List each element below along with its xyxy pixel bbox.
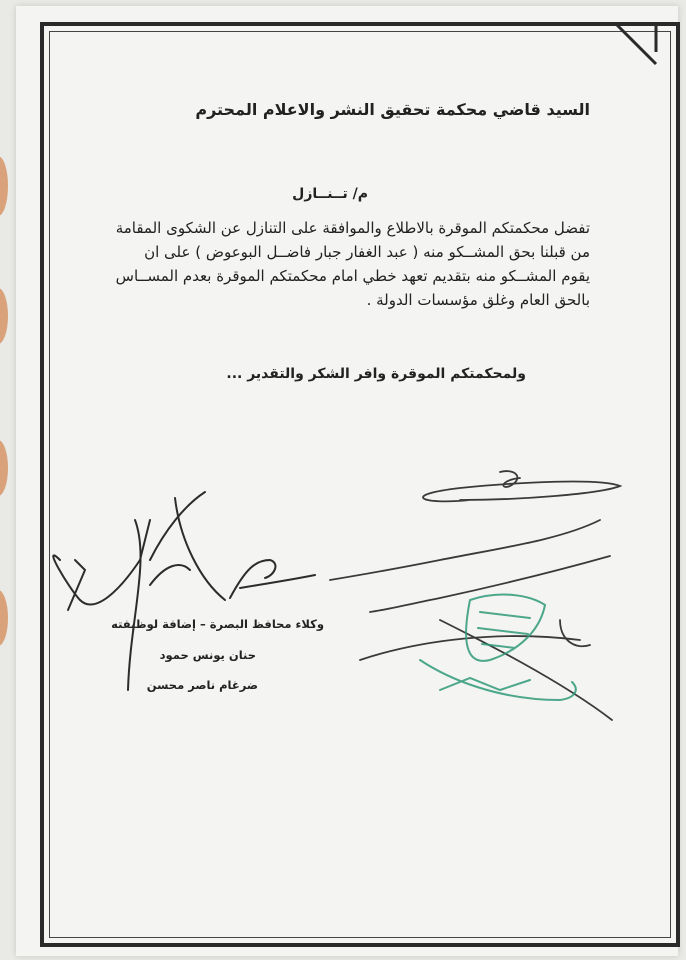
- signatory-name-1: حنان يونس حمود: [159, 648, 256, 662]
- page-border-inner: [49, 31, 671, 938]
- subject-line: م/ تــنــازل: [292, 186, 368, 202]
- document-page: [16, 6, 678, 956]
- page-border-frame: [40, 22, 680, 947]
- body-line: بالحق العام وغلق مؤسسات الدولة .: [366, 291, 590, 309]
- finger-edge: [0, 0, 20, 960]
- signatory-name-2: ضرغام ناصر محسن: [146, 678, 258, 692]
- closing-line: ولمحكمتكم الموقرة وافر الشكر والتقدير ...: [226, 366, 526, 382]
- body-paragraph: [90, 216, 590, 312]
- signatories-role: وكلاء محافظ البصرة – إضافة لوظيفته: [111, 617, 324, 631]
- body-line: تفضل محكمتكم الموقرة بالاطلاع والموافقة على التنازل عن الشكوى المقامة: [115, 219, 590, 237]
- addressee-heading: السيد قاضي محكمة تحقيق النشر والاعلام المحترم: [195, 100, 590, 119]
- folded-corner-icon: [614, 22, 658, 66]
- body-line: من قبلنا بحق المشــكو منه ( عبد الغفار جبار فاضــل البوعوض ) على ان: [144, 243, 590, 261]
- body-line: يقوم المشــكو منه بتقديم تعهد خطي امام محكمتكم الموقرة بعدم المســاس: [115, 267, 590, 285]
